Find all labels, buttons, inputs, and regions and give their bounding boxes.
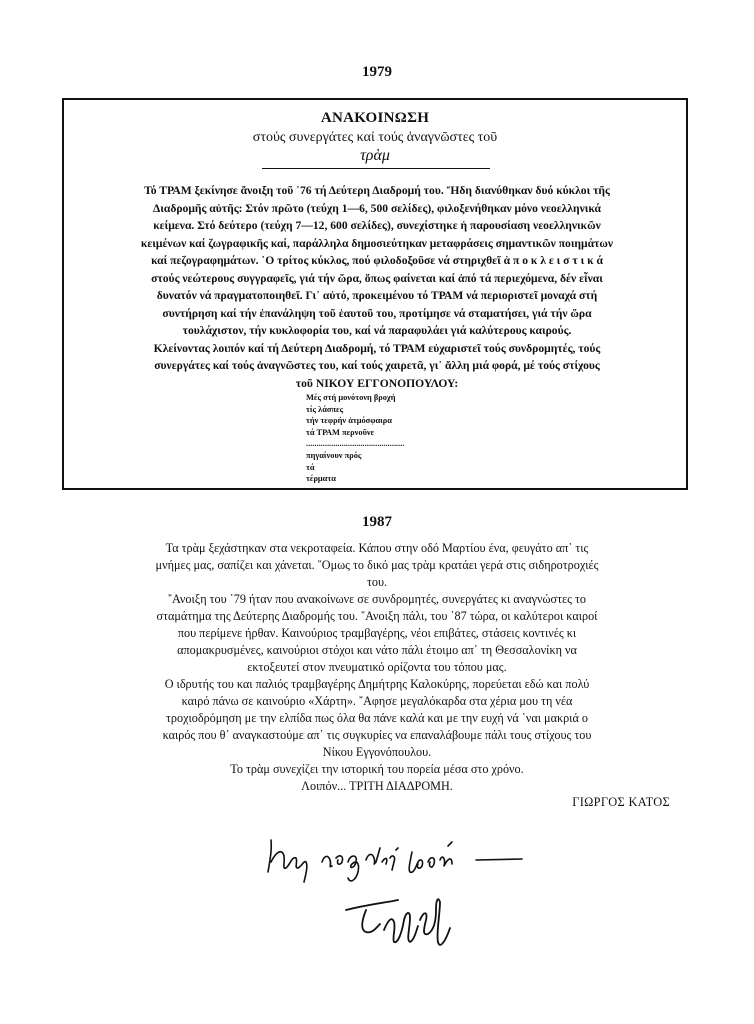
poem-line: πηγαίνουν πρός [306,450,362,460]
note-line: σταμάτημα της Δεύτερης Διαδρομής του. ῎Ανοιξη πάλι, του ῾87 τώρα, οι καλύτεροι καιροί [156,609,598,623]
note-line: τροχιοδρόμηση με την ελπίδα πως όλα θα πάνε καλά και με την ευχή νά ᾽ναι μακριά ο [166,711,588,725]
handwriting-scribble [268,840,522,882]
announcement-line: Τό ΤΡΑΜ ξεκίνησε ἄνοιξη τοῦ ῾76 τή Δεύτερη Διαδρομή του. Ἤδη διανύθηκαν δυό κύκλοι τῆς [144,184,610,197]
announcement-title: ΑΝΑΚΟΙΝΩΣΗ [320,110,430,126]
poem-line: Μές στή μονότονη βροχή [306,393,396,402]
signature [340,880,480,960]
announcement-line: καί πεζογραφημάτων. ῾Ο τρίτος κύκλος, πού φιλοδοξοῦσε νά στηριχθεῖ ἀ π ο κ λ ε ι σ τ ι κ ά [151,254,603,267]
announcement-line: Κλείνοντας λοιπόν καί τή Δεύτερη Διαδρομή, τό ΤΡΑΜ εὐχαριστεῖ τούς συνδρομητές, τούς [153,341,601,355]
note-line: Τα τρὰμ ξεχάστηκαν στα νεκροταφεία. Κάπου στην οδό Μαρτίου ένα, φευγάτο απ᾽ τις [165,541,589,555]
note-line: Το τρὰμ συνεχίζει την ιστορική του πορεία μέσα στο χρόνο. [230,762,524,776]
note-line: που περίμενε ήρθαν. Καινούριος τραμβαγέρης, νέοι επιβάτες, στάσεις κοντινές κι [177,626,577,640]
poem-line: τά [306,462,315,472]
note-line: ῎Ανοιξη του ῾79 ήταν που ανακοίνωνε σε συνδρομητές, συνεργάτες κι αναγνώστες το [167,592,587,606]
note-1987-body [92,540,662,795]
announcement-line: συνεργάτες καί τούς ἀναγνῶστες του, καί τούς χαιρετᾶ, γι᾽ ἄλλη μιά φορά, μέ τούς στίχους [154,359,600,372]
signature-scribble [346,899,450,945]
poem-line: τίς λάσπες [306,404,344,414]
year-1979-heading: 1979 [362,64,392,80]
note-line: Ο ιδρυτής του και παλιός τραμβαγέρης Δημήτρης Καλοκύρης, πορεύεται εδώ και πολύ [164,677,590,691]
announcement-line: δυνατόν νά πραγματοποιηθεῖ. Γι᾽ αὐτό, προκειμένου τό ΤΡΑΜ νά περιοριστεῖ μοναχά στή [156,289,598,302]
title-divider [262,168,490,169]
announcement-subtitle: στούς συνεργάτες καί τούς ἀναγνῶστες τοῦ [252,130,498,145]
author-name: ΓΙΩΡΓΟΣ ΚΑΤΟΣ [572,795,670,809]
announcement-line: κειμένων καί ζωγραφικῆς καί, παράλληλα δημοσιεύτηκαν μεταφράσεις σημαντικῶν ποιημάτων [140,236,614,250]
note-line: καιρός που θ᾽ αναγκαστούμε απ᾽ τις συγκυρίες να επαναλάβουμε πάλι τους στίχους του [162,728,592,742]
note-line: καιρό πάνω σε καινούριο «Χάρτη». ῎Αφησε μεγαλόκαρδα στα χέρια μου τη νέα [181,694,573,708]
tram-magazine-name: τρὰμ [360,147,390,164]
announcement-body [78,182,676,392]
announcement-line: στούς νεώτερους συγγραφεῖς, γιά τήν ὥρα, ὅπως φαίνεται καί ἀπό τά περιεχόμενα, δέν εἶναι [151,271,603,285]
announcement-line: συντήρηση καί τήν ἐπανάληψη τοῦ ἑαυτοῦ του, προτίμησε νά σταματήσει, γιά τήν ὥρα [162,306,592,320]
announcement-line: τουλάχιστον, τήν κυκλοφορία του, καί νά παραφυλάει γιά καλύτερους καιρούς. [182,324,572,337]
poem-line: τά ΤΡΑΜ περνοῦνε [306,427,375,437]
note-line: απομακρυσμένες, καινούριοι στόχοι και νάτο πάλι έτοιμο απ᾽ τη Θεσσαλονίκη να [177,643,577,657]
note-line: του. [366,575,388,589]
note-line: μνήμες μας, σαπίζει και χάνεται. ῞Ομως το δικό μας τρὰμ κρατάει γερά στις σιδηροτροχιές [155,558,599,572]
announcement-line: Διαδρομῆς αὐτῆς: Στόν πρῶτο (τεύχη 1—6, 500 σελίδες), φιλοξενήθηκαν μόνο νεοελληνικά [153,201,601,215]
announcement-box [62,98,688,490]
year-1987-heading: 1987 [362,514,392,530]
announcement-line: τοῦ ΝΙΚΟΥ ΕΓΓΟΝΟΠΟΥΛΟΥ: [295,376,459,390]
note-line: εκτοξευτεί στον πνευματικό ορίζοντα του τόπου μας. [247,660,507,674]
poem-line: τήν τεφρήν ἀτμόσφαιρα [306,416,392,426]
poem-ellipsis-line: ............................................... [306,439,405,449]
note-line: Λοιπόν... ΤΡΙΤΗ ΔΙΑΔΡΟΜΗ. [301,779,453,793]
poem-excerpt [306,392,506,485]
poem-line: τέρματα [306,474,336,484]
note-line: Νίκου Εγγονόπουλου. [322,745,432,759]
announcement-line: κείμενα. Στό δεύτερο (τεύχη 7—12, 600 σελίδες), συνεχίστηκε ἡ παρουσίαση νεοελληνικῶν [153,219,601,232]
